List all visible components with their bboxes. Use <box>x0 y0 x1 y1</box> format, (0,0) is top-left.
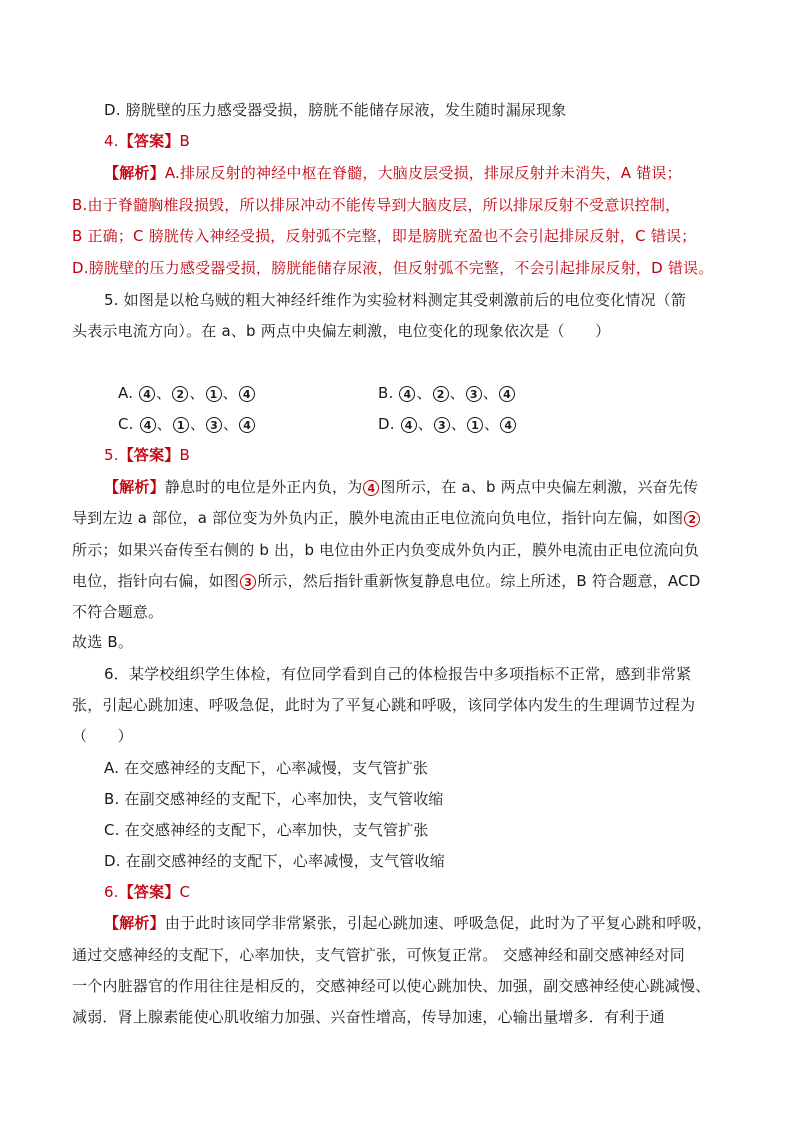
circled-number: 2 <box>172 386 188 402</box>
circled-number: 2 <box>684 511 700 527</box>
q4-analysis-line-1: 【解析】A.排尿反射的神经中枢在脊髓，大脑皮层受损，排尿反射并未消失，A 错误； <box>104 164 682 182</box>
q6-stem-line-1: 6．某学校组织学生体检，有位同学看到自己的体检报告中多项指标不正常，感到非常紧 <box>104 665 692 683</box>
circled-number: 3 <box>206 417 222 433</box>
circled-number: 1 <box>467 417 483 433</box>
q5-analysis-line-2: 导到左边 a 部位，a 部位变为外负内正，膜外电流由正电位流向负电位，指针向左偏，如图 2 <box>72 508 701 528</box>
q5-analysis-line-4: 电位，指针向右偏，如图 3 所示，然后指针重新恢复静息电位。综上所述，B 符合题意，ACD <box>72 572 701 590</box>
q5-analysis-label: 【解析】 <box>104 478 165 496</box>
circled-number: 3 <box>434 417 450 433</box>
q4-answer-value: B <box>179 132 191 150</box>
circled-number: 4 <box>499 386 515 402</box>
q6-analysis-line-1: 【解析】由于此时该同学非常紧张，引起心跳加速、呼吸急促，此时为了平复心跳和呼吸， <box>104 914 713 932</box>
circled-number: 2 <box>433 386 449 402</box>
q6-analysis-line-3: 一个内脏器官的作用往往是相反的，交感神经可以使心跳加快、加强，副交感神经使心跳减慢、 <box>72 977 711 995</box>
circled-number: 1 <box>206 386 222 402</box>
circled-number: 4 <box>239 417 255 433</box>
q5-conclusion: 故选 B。 <box>72 633 134 651</box>
q6-stem-line-3: （ ） <box>72 727 133 745</box>
q5-option-c: C. 4 、 1 、 3 、 4 <box>118 414 256 434</box>
q6-analysis-label: 【解析】 <box>104 914 165 932</box>
q4-answer <box>104 131 190 151</box>
circled-number: 4 <box>401 417 417 433</box>
q5-stem-line-2: 头表示电流方向）。在 a、b 两点中央偏左刺激，电位变化的现象依次是（ ） <box>72 322 611 340</box>
q6-answer: 6.【答案】C <box>104 883 191 901</box>
circled-number: 4 <box>140 417 156 433</box>
q6-answer-value: C <box>179 883 191 901</box>
circled-number: 3 <box>466 386 482 402</box>
q5-answer: 5.【答案】B <box>104 446 191 464</box>
q4-analysis-line-4: D.膀胱壁的压力感受器受损，膀胱能储存尿液，但反射弧不完整，不会引起排尿反射，D 错误。 <box>72 259 714 277</box>
circled-number: 4 <box>239 386 255 402</box>
q4-analysis-line-2: B.由于脊髓胸椎段损毁，所以排尿冲动不能传导到大脑皮层，所以排尿反射不受意识控制， <box>72 196 681 214</box>
q4-analysis-line-3: B 正确；C 膀胱传入神经受损，反射弧不完整，即是膀胱充盈也不会引起排尿反射，C 错误； <box>72 227 697 245</box>
q5-option-b: B. 4 、 2 、 3 、 4 <box>378 383 516 403</box>
q5-option-a: A. 4 、 2 、 1 、 4 <box>118 383 256 403</box>
q6-option-d: D. 在副交感神经的支配下，心率减慢，支气管收缩 <box>104 852 445 870</box>
circled-number: 1 <box>173 417 189 433</box>
q6-analysis-line-2: 通过交感神经的支配下，心率加快，支气管扩张，可恢复正常。 交感神经和副交感神经对同 <box>72 946 685 964</box>
q6-option-a: A. 在交感神经的支配下，心率减慢，支气管扩张 <box>104 759 429 777</box>
q4-answer-label: 【答案】 <box>118 132 180 150</box>
q6-stem-line-2: 张，引起心跳加速、呼吸急促，此时为了平复心跳和呼吸，该同学体内发生的生理调节过程为 <box>72 696 696 714</box>
q5-analysis-line-1: 【解析】静息时的电位是外正内负，为 4 图所示，在 a、b 两点中央偏左刺激，兴奋先传 <box>104 478 699 496</box>
circled-number: 4 <box>139 386 155 402</box>
q5-analysis-line-5: 不符合题意。 <box>72 603 164 621</box>
q6-answer-label: 【答案】 <box>118 883 180 901</box>
circled-number: 4 <box>363 480 379 496</box>
q5-answer-value: B <box>179 446 191 464</box>
circled-number: 4 <box>500 417 516 433</box>
circled-number: 4 <box>399 386 415 402</box>
q5-analysis-line-3: 所示；如果兴奋传至右侧的 b 出，b 电位由外正内负变成外负内正，膜外电流由正电位流向负 <box>72 541 700 559</box>
q6-option-b: B. 在副交感神经的支配下，心率加快，支气管收缩 <box>104 790 444 808</box>
q6-analysis-line-4: 减弱．肾上腺素能使心肌收缩力加强、兴奋性增高，传导加速，心输出量增多．有利于通 <box>72 1008 665 1026</box>
q4-analysis-label: 【解析】 <box>104 164 165 182</box>
q5-stem-line-1: 5. 如图是以枪乌贼的粗大神经纤维作为实验材料测定其受刺激前后的电位变化情况（箭 <box>104 291 687 309</box>
q5-answer-label: 【答案】 <box>118 446 180 464</box>
q4-answer-number: 4. <box>104 132 119 150</box>
q5-option-d: D. 4 、 3 、 1 、 4 <box>378 414 517 434</box>
circled-number: 3 <box>240 574 256 590</box>
q6-option-c: C. 在交感神经的支配下，心率加快，支气管扩张 <box>104 821 429 839</box>
q4-option-d: D. 膀胱壁的压力感受器受损，膀胱不能储存尿液，发生随时漏尿现象 <box>104 101 567 119</box>
